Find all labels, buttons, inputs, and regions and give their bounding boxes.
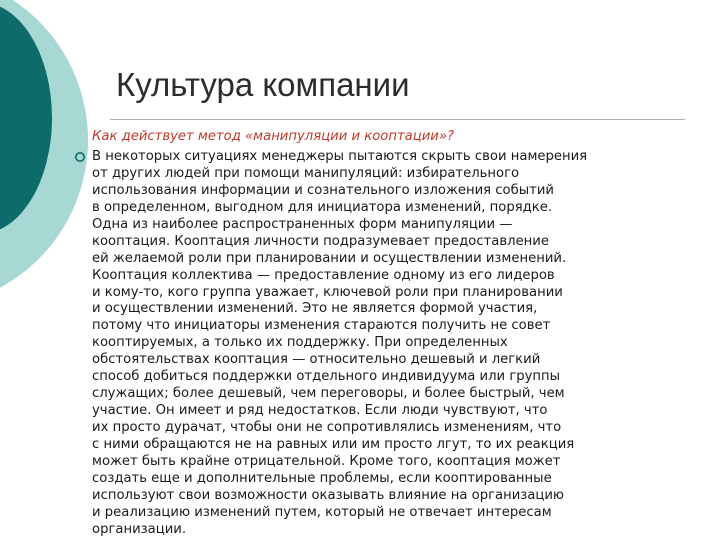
slide-subtitle: Как действует метод «манипуляции и кооптации»?: [92, 129, 454, 144]
body-text: [92, 149, 587, 539]
body-line: участие. Он имеет и ряд недостатков. Если люди чувствуют, что: [92, 403, 548, 419]
body-line: кооптируемых, а только их поддержку. При определенных: [92, 335, 508, 351]
body-line: от других людей при помощи манипуляций: избирательного: [92, 165, 520, 181]
body-line: В некоторых ситуациях менеджеры пытаются скрыть свои намерения: [92, 149, 588, 164]
body-line: кооптация. Кооптация личности подразумевает предоставление: [92, 233, 549, 249]
body-line: их просто дурачат, чтобы они не сопротивлялись изменениям, что: [92, 420, 562, 435]
body-line: ей желаемой роли при планировании и осуществлении изменений.: [92, 250, 567, 266]
body-line: организации.: [92, 521, 187, 537]
body-line: Одна из наиболее распространенных форм манипуляции —: [92, 216, 513, 232]
title-divider: [110, 119, 685, 120]
body-line: используют свои возможности оказывать влияние на организацию: [92, 487, 565, 503]
body-line: в определенном, выгодном для инициатора изменений, порядке.: [92, 199, 553, 215]
body-line: и реализацию изменений путем, который не отвечает интересам: [92, 504, 552, 520]
body-line: Кооптация коллектива — предоставление одному из его лидеров: [92, 267, 555, 283]
body-line: и осуществлении изменений. Это не является формой участия,: [92, 301, 538, 317]
body-line: может быть крайне отрицательной. Кроме того, кооптация может: [92, 453, 561, 469]
body-line: служащих; более дешевый, чем переговоры, и более быстрый, чем: [92, 386, 565, 402]
body-line: способ добиться поддержки отдельного индивидуума или группы: [92, 369, 561, 385]
body-line: обстоятельствах кооптация — относительно дешевый и легкий: [92, 352, 541, 368]
body-line: использования информации и сознательного изложения событий: [92, 182, 554, 198]
slide-title: Культура компании: [116, 66, 410, 103]
body-line: с ними обращаются не на равных или им просто лгут, то их реакция: [92, 436, 575, 452]
body-line: создать еще и дополнительные проблемы, если кооптированные: [92, 470, 552, 486]
ring-bullet-icon: [74, 151, 86, 163]
body-line: потому что инициаторы изменения стараются получить не совет: [92, 318, 551, 334]
body-line: и кому-то, кого группа уважает, ключевой роли при планировании: [92, 284, 563, 300]
